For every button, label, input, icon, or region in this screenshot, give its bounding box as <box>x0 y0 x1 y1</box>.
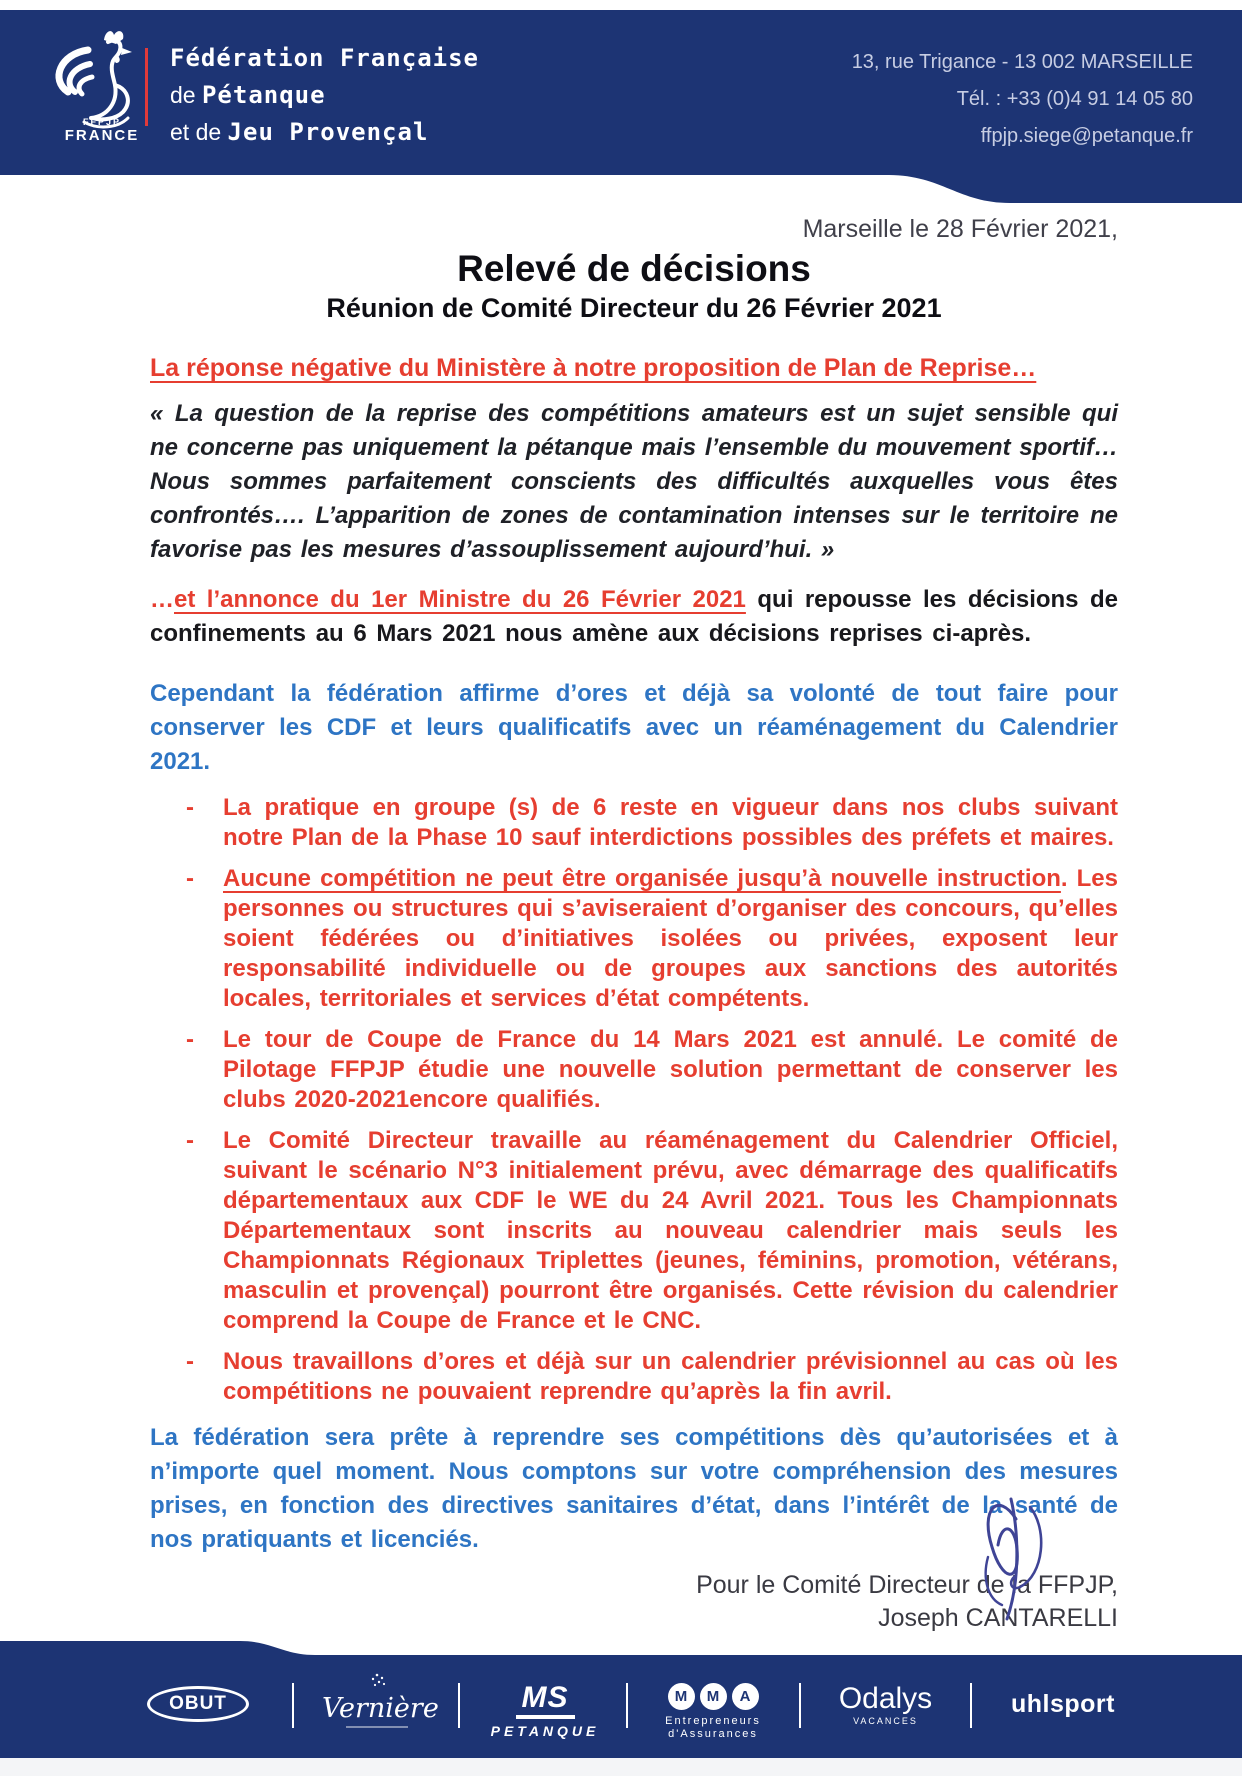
mma-tagline: Entrepreneurs d'Assurances <box>665 1715 761 1740</box>
sponsor-separator <box>970 1683 972 1728</box>
verniere-subline <box>346 1726 408 1728</box>
logo-france-text: FRANCE <box>64 127 140 144</box>
letter-body <box>0 203 1242 1635</box>
ms-petanque-wordmark: PETANQUE <box>490 1723 600 1739</box>
decision-item-5: - Nous travaillons d’ores et déjà sur un calendrier prévisionnel au cas où les compétitions ne pouvaient reprendre qu’après la fin avril. <box>186 1348 1118 1405</box>
signoff-name: Joseph CANTARELLI <box>878 1604 1118 1632</box>
uhlsport-logo <box>1008 1690 1118 1719</box>
decision-item-3: - Le tour de Coupe de France du 14 Mars 2021 est annulé. Le comité de Pilotage FFPJP étudie une nouvelle solution permettant de conserver les clubs 2020-2021encore qualifiés. <box>186 1026 1118 1113</box>
obut-logo <box>147 1686 249 1722</box>
org-name-block <box>170 40 479 151</box>
signoff-role: Pour le Comité Directeur de la FFPJP, <box>696 1571 1118 1599</box>
odalys-wordmark: Odalys <box>838 1682 933 1715</box>
sponsor-separator <box>799 1683 801 1728</box>
odalys-logo <box>838 1684 933 1726</box>
decision-list <box>150 793 1118 1407</box>
closing-paragraph: La fédération sera prête à reprendre ses compétitions dès qu’autorisées et à n’importe quel moment. Nous comptons sur votre compréhension des mesures prises, en fonction des directives sanitaires d’état, dans l’intérêt de la santé de nos pratiquants et licenciés. <box>150 1424 1118 1553</box>
dateline: Marseille le 28 Février 2021, <box>802 215 1118 243</box>
document-subtitle: Réunion de Comité Directeur du 26 Février 2021 <box>326 293 942 323</box>
verniere-sprig-icon <box>364 1672 390 1690</box>
address-line: 13, rue Trigance - 13 002 MARSEILLE <box>851 51 1193 73</box>
decision-item-2: - Aucune compétition ne peut être organisée jusqu’à nouvelle instruction. Les personnes ou structures qui s’aviseraient d’organiser des concours, qu’elles soient fédérées ou d’initiatives isolées ou privées, exposent leur responsabilité individuelle ou de groupes aux sanctions des autorités locales, territoriales et services d’état compétents. <box>186 865 1118 1012</box>
announce-rest: qui repousse les décisions de confinements au 6 Mars 2021 nous amène aux décisions reprises ci-après. <box>150 586 1119 647</box>
page-bottom-strip <box>0 1758 1242 1776</box>
decision-item-4: - Le Comité Directeur travaille au réaménagement du Calendrier Officiel, suivant le scénario N°3 initialement prévu, avec démarrage des qualificatifs départementaux aux CDF le WE du 24 Avril 2021. Tous les Championnats Départementaux sont inscrits au nouveau calendrier mais seuls les Championnats Régionaux Triplettes (jeunes, féminins, promotion, vétérans, masculin et provençal) pourront être organisés. Cette révision du calendrier comprend la Coupe de France et le CNC. <box>186 1127 1118 1334</box>
decision-item-1: - La pratique en groupe (s) de 6 reste en vigueur dans nos clubs suivant notre Plan de la Phase 10 sauf interdictions possibles des préfets et maires. <box>186 794 1118 851</box>
verniere-wordmark: Vernière <box>322 1693 439 1724</box>
ms-petanque-logo <box>490 1683 600 1739</box>
obut-oval-icon: OBUT <box>147 1686 249 1722</box>
announce-underlined: et l’annonce du 1er Ministre du 26 Février 2021 <box>174 586 746 613</box>
mma-circles-icon: M M A <box>663 1683 763 1710</box>
phone-line: Tél. : +33 (0)4 91 14 05 80 <box>956 88 1193 110</box>
org-line-2: de Pétanque <box>170 81 326 109</box>
logo-ffpjp-text: FFPJP <box>82 117 121 127</box>
uhlsport-wordmark: uhlsport <box>1011 1690 1115 1718</box>
document-title: Relevé de décisions <box>457 248 811 289</box>
verniere-logo <box>322 1672 439 1728</box>
ms-wordmark: MS <box>516 1683 575 1719</box>
org-line-3: et de Jeu Provençal <box>170 118 429 146</box>
handwritten-signature <box>958 1487 1058 1632</box>
announce-ellipsis: … <box>150 586 174 613</box>
email-line: ffpjp.siege@petanque.fr <box>980 125 1193 147</box>
announcement-paragraph <box>150 583 1118 651</box>
ministry-quote-paragraph: « La question de la reprise des compétitions amateurs est un sujet sensible qui ne concerne pas uniquement la pétanque mais l’ensemble du mouvement sportif… Nous sommes parfaitement conscients des difficultés auxquelles vous êtes confrontés…. L’apparition de zones de contamination intenses sur le territoire ne favorise pas les mesures d’assouplissement aujourd’hui. » <box>150 400 1118 563</box>
odalys-vacances-text: VACANCES <box>853 1716 918 1726</box>
red-heading: La réponse négative du Ministère à notre proposition de Plan de Reprise… <box>150 354 1037 382</box>
sponsor-separator <box>626 1683 628 1728</box>
header-red-divider <box>145 48 148 126</box>
sponsor-separator <box>292 1683 294 1728</box>
mma-logo <box>663 1683 763 1741</box>
logo-caption <box>52 118 152 143</box>
sponsor-separator <box>458 1683 460 1728</box>
contact-block <box>852 44 1193 155</box>
federation-intent-paragraph: Cependant la fédération affirme d’ores et déjà sa volonté de tout faire pour conserver les CDF et leurs qualificatifs avec un réaménagement du Calendrier 2021. <box>150 680 1118 775</box>
org-line-1: Fédération Française <box>170 44 479 72</box>
